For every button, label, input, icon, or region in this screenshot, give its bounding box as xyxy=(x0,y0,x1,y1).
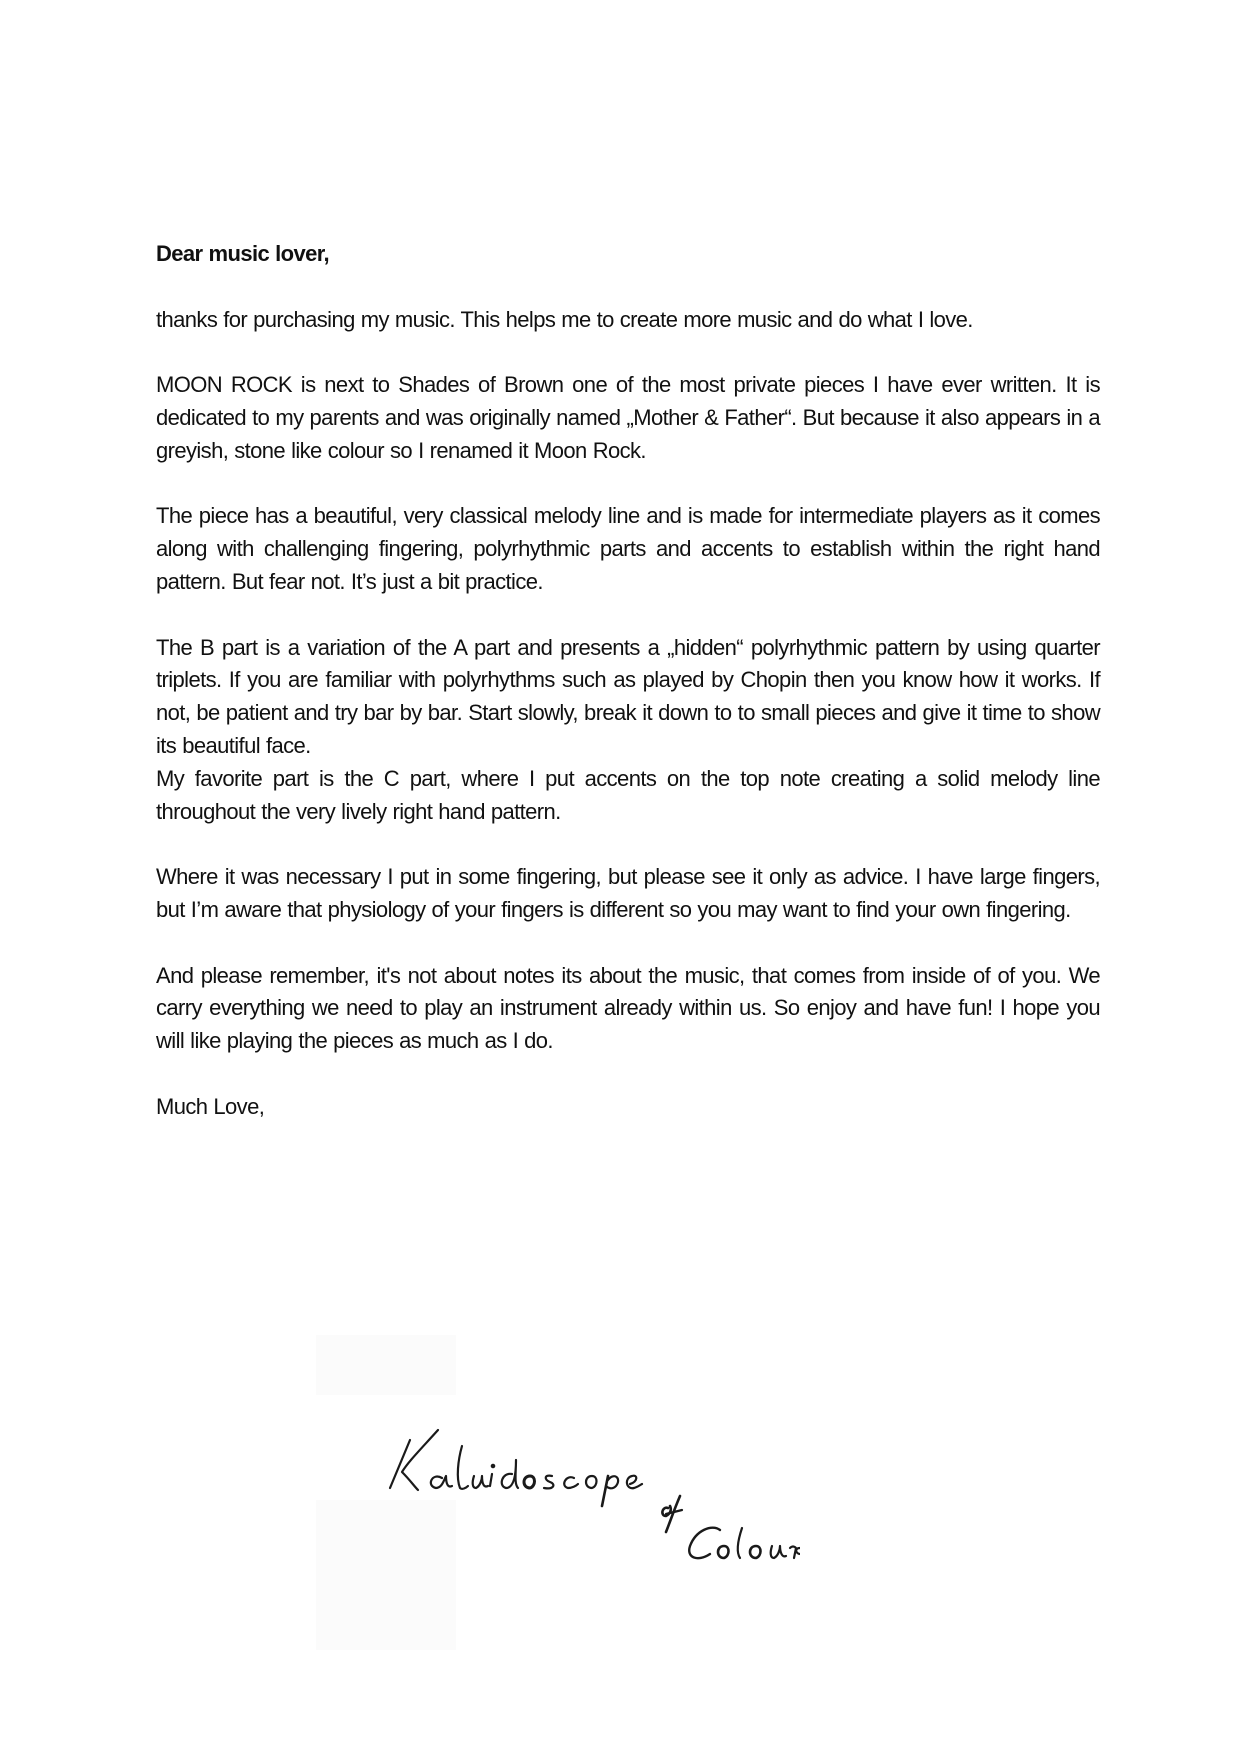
paragraph-fingering: Where it was necessary I put in some fingering, but please see it only as advice. I have large fingers, but I’m aware that physiology of your fingers is different so you may want to find your own fingering. xyxy=(156,864,1100,922)
paragraph-moon-rock: MOON ROCK is next to Shades of Brown one of the most private pieces I have ever written. It is dedicated to my parents and was originally named „Mother & Father“. But because it also appears in a greyish, stone like colour so I renamed it Moon Rock. xyxy=(156,372,1100,463)
greeting: Dear music lover, xyxy=(156,241,330,266)
paragraph-thanks: thanks for purchasing my music. This helps me to create more music and do what I love. xyxy=(156,306,973,332)
signature-drawing xyxy=(380,1400,800,1570)
closing: Much Love, xyxy=(156,1093,265,1119)
letter-body xyxy=(156,238,1100,1156)
paragraph-melody: The piece has a beautiful, very classical melody line and is made for intermediate players as it comes along with challenging fingering, polyrhythmic parts and accents to establish within the right hand pattern. But fear not. It’s just a bit practice. xyxy=(156,503,1100,594)
paragraph-b-part: The B part is a variation of the A part and presents a „hidden“ polyrhythmic pattern by using quarter triplets. If you are familiar with polyrhythms such as played by Chopin then you know how it works. If not, be patient and try bar by bar. Start slowly, break it down to to small pieces and give it time to show its beautiful face. xyxy=(156,634,1100,758)
paragraph-remember: And please remember, it's not about notes its about the music, that comes from inside of of you. We carry everything we need to play an instrument already within us. So enjoy and have fun! I hope you will like playing the pieces as much as I do. xyxy=(156,962,1100,1054)
handwritten-signature xyxy=(380,1400,800,1570)
paragraph-c-part: My favorite part is the C part, where I put accents on the top note creating a solid melody line throughout the very lively right hand pattern. xyxy=(156,765,1100,824)
faint-watermark-top xyxy=(316,1335,456,1395)
